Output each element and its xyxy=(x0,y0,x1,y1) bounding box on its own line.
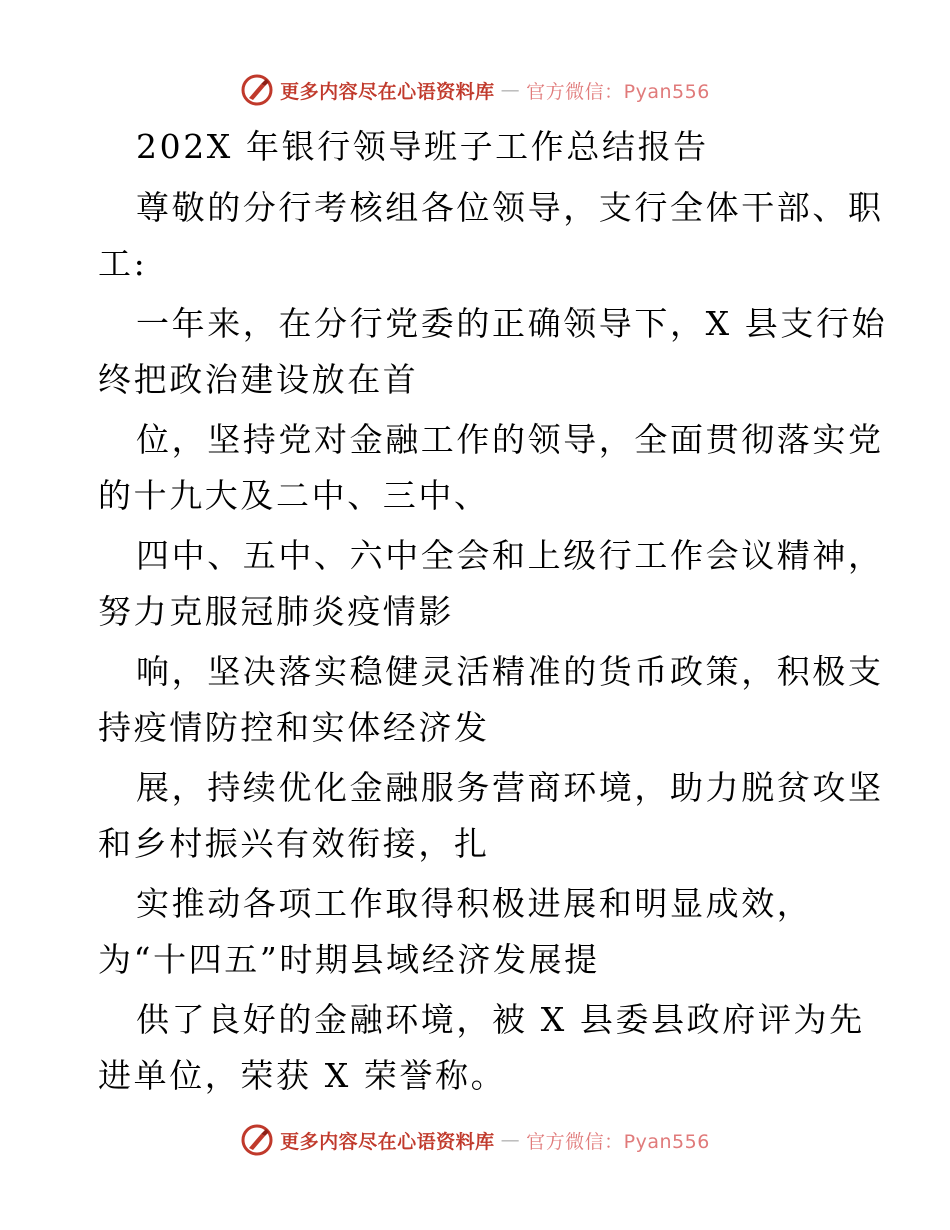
pen-logo-icon xyxy=(240,73,274,107)
watermark-dash: — xyxy=(500,1129,521,1151)
paragraph-line: 终把政治建设放在首 xyxy=(98,360,419,399)
pen-logo-icon xyxy=(240,1123,274,1157)
paragraph-line: 四中、五中、六中全会和上级行工作会议精神， xyxy=(136,536,884,575)
watermark-banner-bottom xyxy=(0,1120,950,1160)
watermark-wechat-text: 官方微信：Pyan556 xyxy=(526,80,710,103)
paragraph-line: 响，坚决落实稳健灵活精准的货币政策，积极支 xyxy=(136,652,884,691)
watermark-site-text: 更多内容尽在心语资料库 xyxy=(280,80,495,103)
paragraph-line: 实推动各项工作取得积极进展和明显成效， xyxy=(136,884,813,923)
salutation-line: 工: xyxy=(98,244,148,283)
watermark-banner-top xyxy=(0,70,950,110)
paragraph-line: 和乡村振兴有效衔接，扎 xyxy=(98,824,490,863)
paragraph-line: 为“十四五”时期县域经济发展提 xyxy=(98,940,600,979)
watermark-dash: — xyxy=(500,79,521,101)
watermark-wechat-text: 官方微信：Pyan556 xyxy=(526,1130,710,1153)
paragraph-line: 的十九大及二中、三中、 xyxy=(98,476,490,515)
document-title: 202X 年银行领导班子工作总结报告 xyxy=(136,127,709,166)
paragraph-line: 展，持续优化金融服务营商环境，助力脱贫攻坚 xyxy=(136,768,884,807)
paragraph-line: 进单位，荣获 X 荣誉称。 xyxy=(98,1056,507,1095)
watermark-site-text: 更多内容尽在心语资料库 xyxy=(280,1130,495,1153)
paragraph-line: 供了良好的金融环境，被 X 县委县政府评为先 xyxy=(136,1000,865,1039)
paragraph-line: 位，坚持党对金融工作的领导，全面贯彻落实党 xyxy=(136,420,884,459)
paragraph-line: 努力克服冠肺炎疫情影 xyxy=(98,592,454,631)
paragraph-line: 持疫情防控和实体经济发 xyxy=(98,708,490,747)
paragraph-line: 一年来，在分行党委的正确领导下，X 县支行始 xyxy=(136,304,888,343)
salutation-line: 尊敬的分行考核组各位领导，支行全体干部、职 xyxy=(136,188,884,227)
